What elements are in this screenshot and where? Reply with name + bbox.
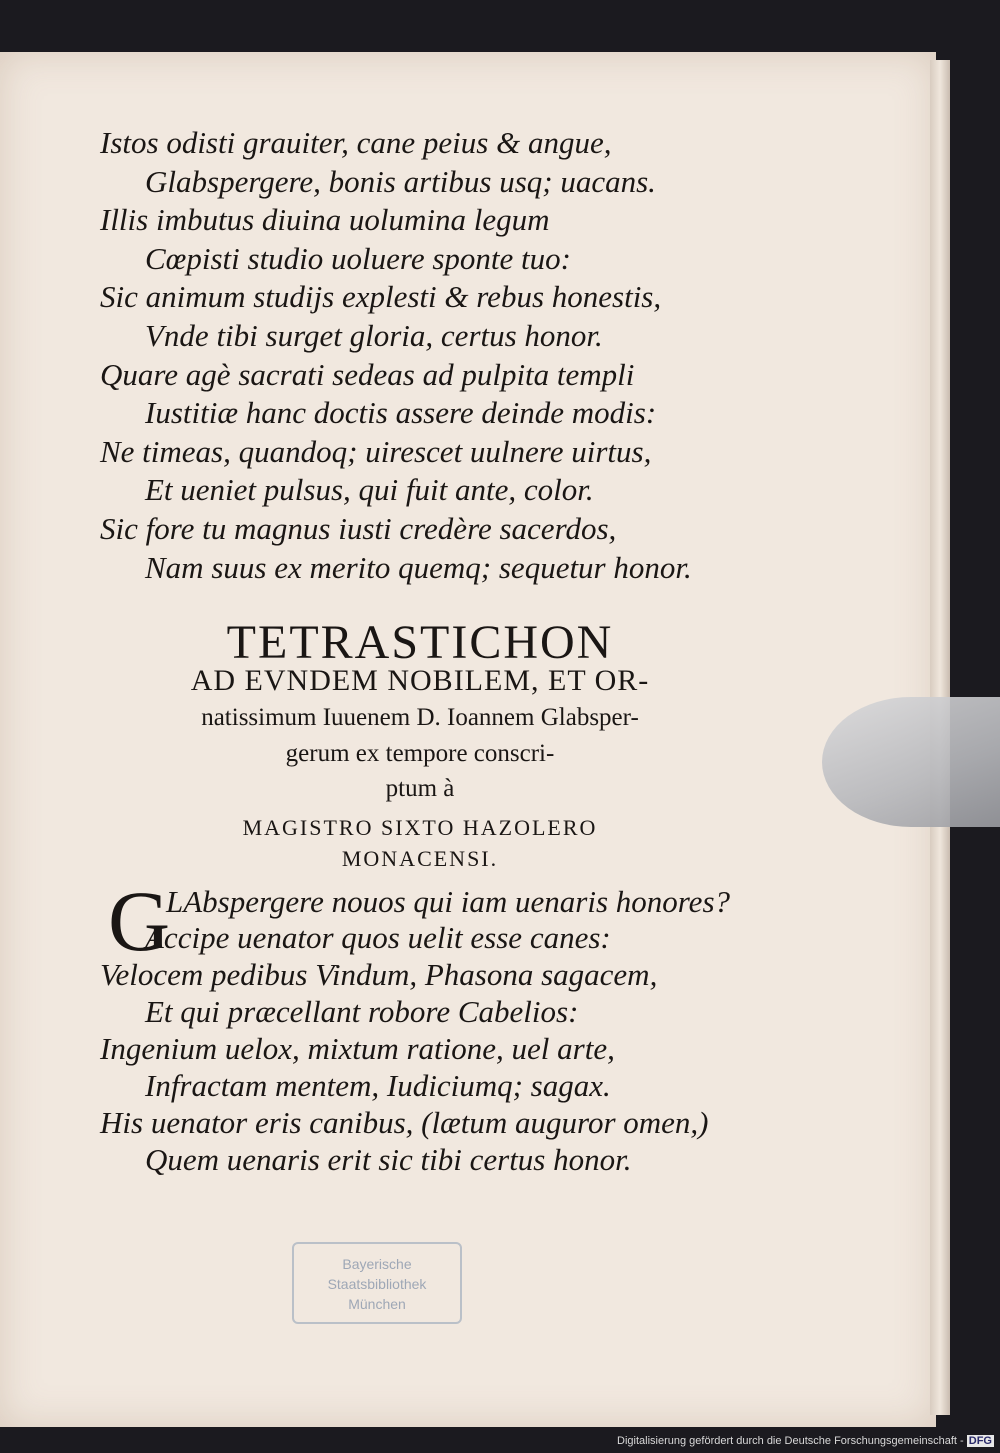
stamp-line: Staatsbibliothek bbox=[327, 1276, 427, 1292]
verse-line: LAbspergere nouos qui iam uenaris honores? bbox=[166, 884, 731, 919]
verse-line: Ne timeas, quandoq; uirescet uulnere uirtus, bbox=[100, 433, 652, 469]
verse-line: Istos odisti grauiter, cane peius & angue, bbox=[100, 125, 612, 160]
verse-line: Iustitiæ hanc doctis assere deinde modis: bbox=[145, 395, 657, 431]
verse-line: Vnde tibi surget gloria, certus honor. bbox=[145, 318, 603, 353]
verse-line: Infractam mentem, Iudiciumq; sagax. bbox=[145, 1068, 611, 1103]
verse-line: Nam suus ex merito quemq; sequetur honor. bbox=[145, 549, 692, 585]
verse-line: Illis imbutus diuina uolumina legum bbox=[100, 202, 550, 238]
digitization-footer bbox=[617, 1435, 994, 1447]
verse-line: Ingenium uelox, mixtum ratione, uel arte, bbox=[100, 1031, 615, 1066]
poem-title: TETRASTICHON bbox=[226, 616, 614, 669]
verse-line: Quem uenaris erit sic tibi certus honor. bbox=[145, 1142, 632, 1177]
author-origin: MONACENSI. bbox=[341, 846, 499, 871]
stamp-line: Bayerische bbox=[342, 1256, 412, 1272]
verse-line: His uenator eris canibus, (lætum auguror omen,) bbox=[100, 1105, 709, 1140]
verse-line: Velocem pedibus Vindum, Phasona sagacem, bbox=[100, 957, 658, 992]
author-name: MAGISTRO SIXTO HAZOLERO bbox=[242, 815, 598, 840]
dedication-line: ptum à bbox=[385, 775, 455, 802]
verse-line: Cœpisti studio uoluere sponte tuo: bbox=[145, 240, 571, 276]
dfg-logo: DFG bbox=[968, 1435, 992, 1447]
stamp-line: München bbox=[348, 1296, 406, 1312]
dedication-line: natissimum Iuuenem D. Ioannem Glabsper- bbox=[201, 704, 639, 731]
verse-line: Sic fore tu magnus iusti credère sacerdos, bbox=[100, 511, 617, 546]
verse-line: Sic animum studijs explesti & rebus honestis, bbox=[100, 279, 662, 315]
verse-line: Accipe uenator quos uelit esse canes: bbox=[145, 920, 611, 955]
verse-line: Quare agè sacrati sedeas ad pulpita templi bbox=[100, 356, 635, 392]
library-stamp bbox=[292, 1242, 462, 1324]
dedication-line: gerum ex tempore conscri- bbox=[285, 740, 555, 767]
dedication-line: AD EVNDEM NOBILEM, ET OR- bbox=[190, 664, 650, 697]
page-clip bbox=[822, 697, 1000, 827]
verse-line: Glabspergere, bonis artibus usq; uacans. bbox=[145, 163, 656, 199]
verse-line: Et ueniet pulsus, qui fuit ante, color. bbox=[145, 472, 594, 508]
footer-text: Digitalisierung gefördert durch die Deutsche Forschungsgemeinschaft - bbox=[617, 1435, 964, 1447]
verse-line: Et qui præcellant robore Cabelios: bbox=[145, 994, 579, 1029]
drop-cap: G bbox=[108, 873, 171, 969]
